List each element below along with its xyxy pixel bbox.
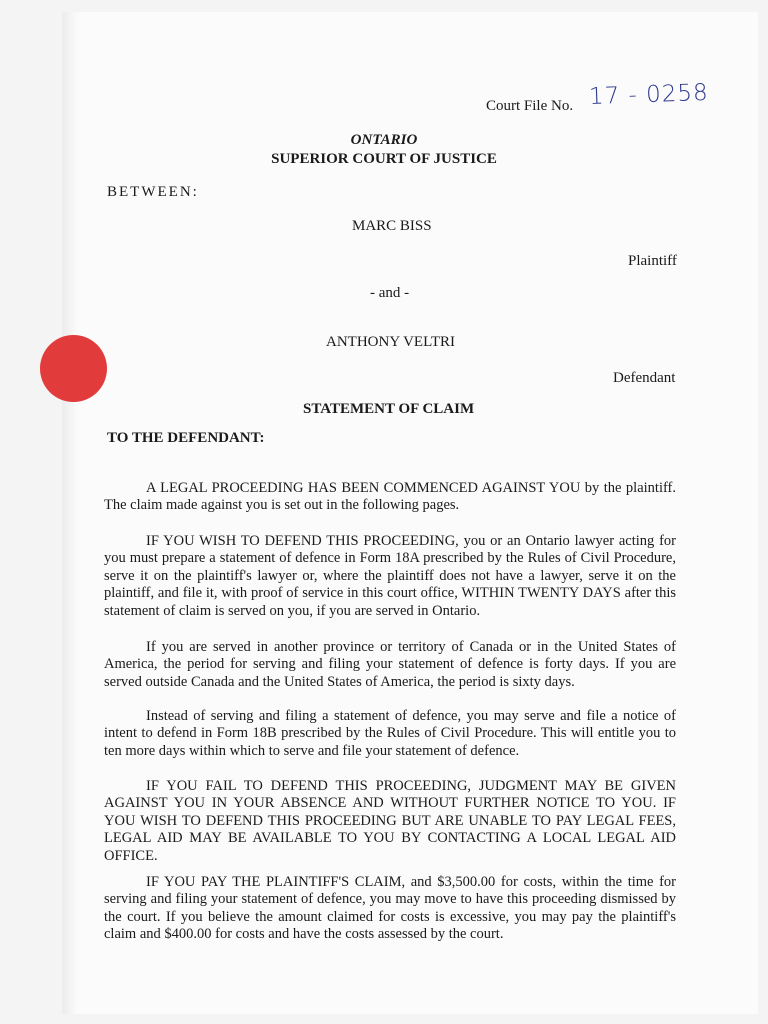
- court-file-number-handwritten: 17 - 0258: [588, 79, 710, 110]
- and-separator: - and -: [370, 285, 410, 301]
- plaintiff-name: MARC BISS: [352, 218, 432, 234]
- between-label: BETWEEN:: [107, 184, 199, 200]
- document-title: STATEMENT OF CLAIM: [303, 401, 475, 417]
- court-heading: SUPERIOR COURT OF JUSTICE: [271, 151, 497, 167]
- jurisdiction-heading: ONTARIO: [350, 132, 418, 148]
- defendant-name: ANTHONY VELTRI: [326, 334, 456, 350]
- paragraph-served-elsewhere: If you are served in another province or territory of Canada or in the United States of America, the period for serving and filing your statement of defence is forty days. If you are served outside Canada and the United States of America, the period is sixty days.: [104, 638, 676, 690]
- addressee-heading: TO THE DEFENDANT:: [107, 430, 265, 446]
- paragraph-pay-claim: IF YOU PAY THE PLAINTIFF'S CLAIM, and $3,500.00 for costs, within the time for serving and filing your statement of defence, you may move to have this proceeding dismissed by the court. If you believe the amount claimed for costs is excessive, you may pay the plaintiff's claim and $400.00 for costs and have the costs assessed by the court.: [104, 873, 676, 942]
- paragraph-fail-to-defend: IF YOU FAIL TO DEFEND THIS PROCEEDING, JUDGMENT MAY BE GIVEN AGAINST YOU IN YOUR ABSENCE AND WITHOUT FURTHER NOTICE TO YOU. IF YOU WISH TO DEFEND THIS PROCEEDING BUT ARE UNABLE TO PAY LEGAL FEES, LEGAL AID MAY BE AVAILABLE TO YOU BY CONTACTING A LOCAL LEGAL AID OFFICE.: [104, 777, 676, 864]
- plaintiff-role: Plaintiff: [628, 253, 677, 269]
- paragraph-notice-of-intent: Instead of serving and filing a statement of defence, you may serve and file a notice of intent to defend in Form 18B prescribed by the Rules of Civil Procedure. This will entitle you to ten more days within which to serve and file your statement of defence.: [104, 707, 676, 759]
- court-seal: [40, 335, 107, 402]
- paragraph-defend: IF YOU WISH TO DEFEND THIS PROCEEDING, you or an Ontario lawyer acting for you must prepare a statement of defence in Form 18A prescribed by the Rules of Civil Procedure, serve it on the plaintiff's lawyer or, where the plaintiff does not have a lawyer, serve it on the plaintiff, and file it, with proof of service in this court office, WITHIN TWENTY DAYS after this statement of claim is served on you, if you are served in Ontario.: [104, 532, 676, 619]
- court-file-label: Court File No.: [486, 98, 574, 114]
- paragraph-commenced: A LEGAL PROCEEDING HAS BEEN COMMENCED AGAINST YOU by the plaintiff. The claim made against you is set out in the following pages.: [104, 479, 676, 513]
- defendant-role: Defendant: [613, 370, 676, 386]
